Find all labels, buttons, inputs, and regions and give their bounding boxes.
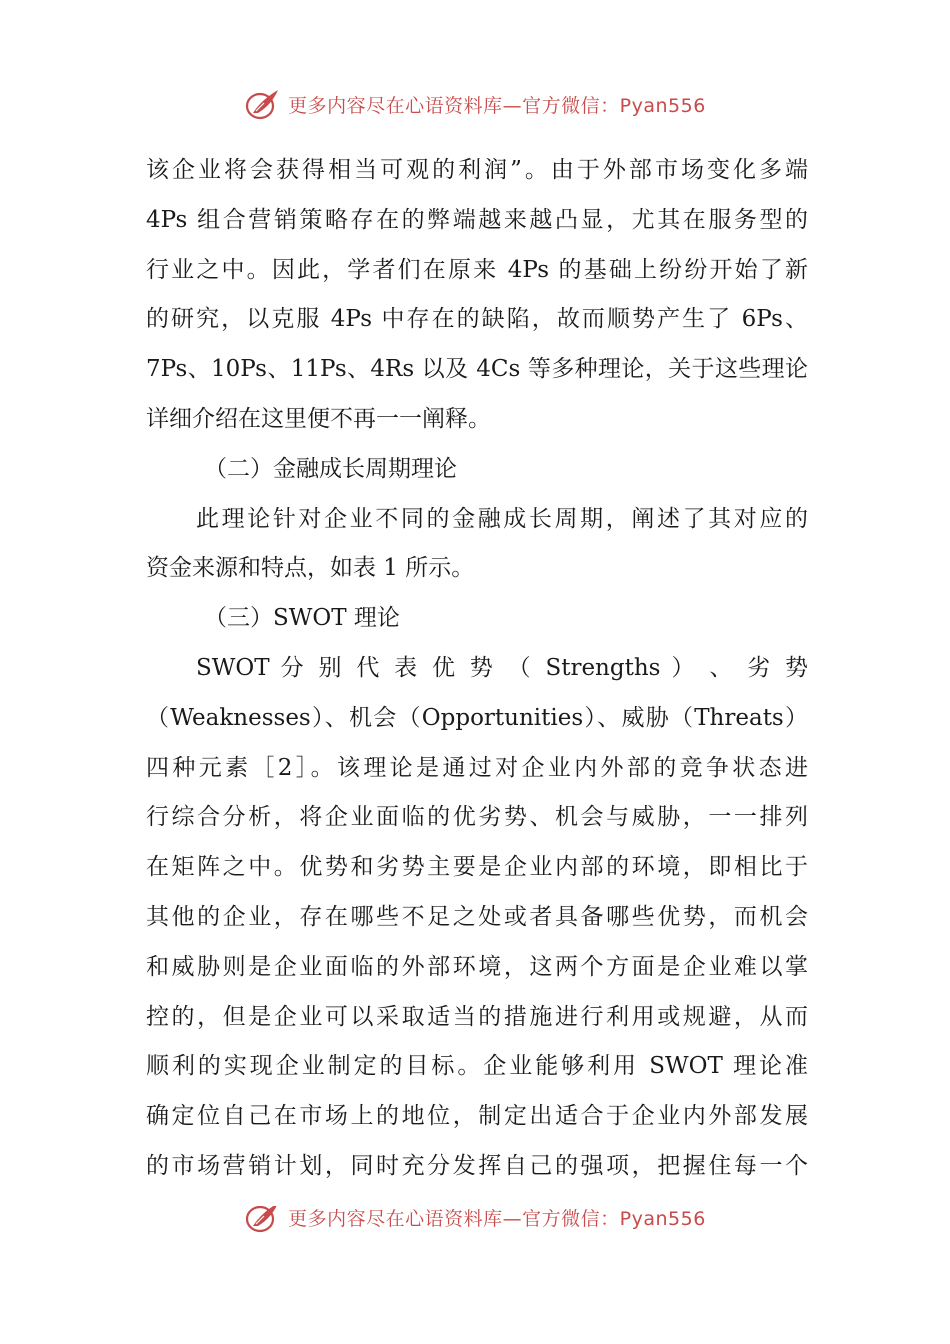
paragraph-line: 确定位自己在市场上的地位，制定出适合于企业内外部发展	[146, 1103, 808, 1130]
document-body	[146, 146, 808, 1192]
paragraph-line: 此理论针对企业不同的金融成长周期，阐述了其对应的	[196, 505, 808, 532]
paragraph-line: 顺利的实现企业制定的目标。企业能够利用 SWOT 理论准	[146, 1053, 808, 1080]
paragraph-line: 该企业将会获得相当可观的利润”。由于外部市场变化多端	[146, 157, 808, 183]
paragraph-line: 行业之中。因此，学者们在原来 4Ps 的基础上纷纷开始了新	[146, 256, 808, 283]
page-header-watermark	[0, 84, 950, 124]
watermark-text: 更多内容尽在心语资料库—官方微信：Pyan556	[288, 1207, 706, 1230]
watermark-group	[244, 87, 706, 121]
paragraph-line: 和威胁则是企业面临的外部环境，这两个方面是企业难以掌	[146, 953, 808, 980]
watermark-text: 更多内容尽在心语资料库—官方微信：Pyan556	[288, 94, 706, 117]
paragraph-line: 资金来源和特点，如表 1 所示。	[146, 555, 475, 582]
paragraph-line: 4Ps 组合营销策略存在的弊端越来越凸显，尤其在服务型的	[146, 206, 808, 233]
paragraph-line: 行综合分析，将企业面临的优劣势、机会与威胁，一一排列	[146, 804, 808, 831]
paragraph-line: 的研究，以克服 4Ps 中存在的缺陷，故而顺势产生了 6Ps、	[146, 306, 808, 333]
paragraph-line: 在矩阵之中。优势和劣势主要是企业内部的环境，即相比于	[146, 854, 808, 881]
paragraph-line: 的市场营销计划，同时充分发挥自己的强项，把握住每一个	[146, 1152, 808, 1179]
paragraph-line: 7Ps、10Ps、11Ps、4Rs 以及 4Cs 等多种理论，关于这些理论	[146, 356, 808, 383]
quill-logo-icon	[244, 1206, 282, 1234]
paragraph-line: 四种元素［2］。该理论是通过对企业内外部的竞争状态进	[146, 754, 808, 781]
paragraph-line: SWOT 分 别 代 表 优 势 （ Strengths ） 、 劣 势	[196, 654, 808, 681]
quill-logo-icon	[244, 87, 282, 121]
paragraph-line: （Weaknesses）、机会（Opportunities）、威胁（Threats）	[146, 704, 808, 731]
section-heading-financial-growth-cycle: （二）金融成长周期理论	[204, 455, 457, 482]
section-heading-swot: （三）SWOT 理论	[204, 605, 400, 632]
paragraph-line: 控的，但是企业可以采取适当的措施进行利用或规避，从而	[146, 1003, 808, 1030]
watermark-group	[244, 1206, 706, 1234]
page-footer-watermark	[0, 1206, 950, 1240]
paragraph-line: 其他的企业，存在哪些不足之处或者具备哪些优势，而机会	[146, 903, 808, 930]
paragraph-line: 详细介绍在这里便不再一一阐释。	[146, 405, 491, 432]
